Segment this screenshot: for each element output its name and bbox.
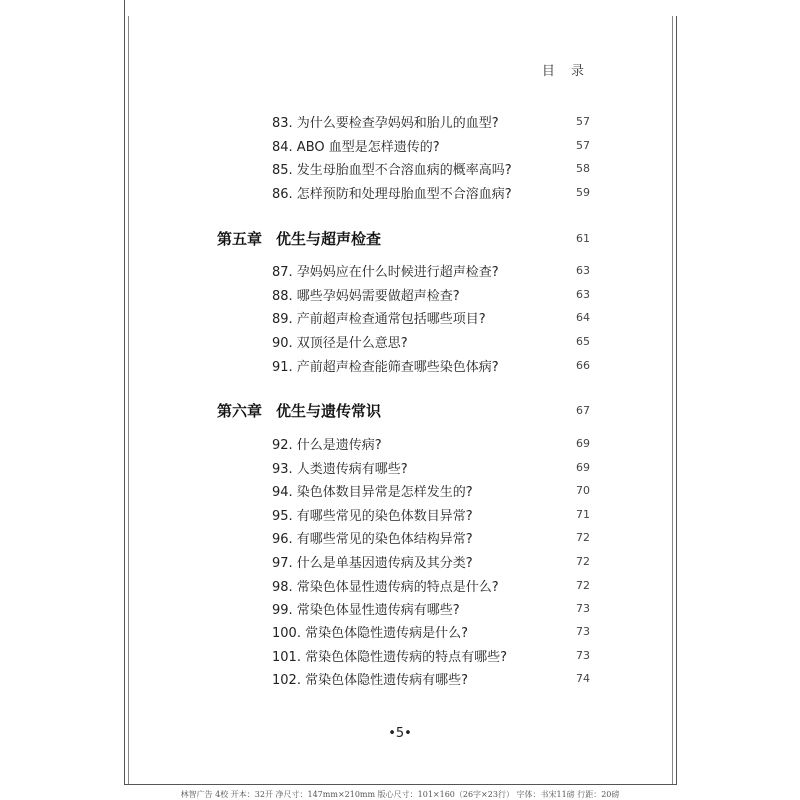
- entry-page: 69: [576, 436, 590, 450]
- entry-title: 92. 什么是遗传病?: [272, 437, 382, 453]
- entry-page: 72: [576, 578, 590, 592]
- toc-entry: [272, 645, 590, 665]
- chapter-page: 61: [576, 231, 590, 245]
- entry-title: 94. 染色体数目异常是怎样发生的?: [272, 484, 473, 500]
- print-specification-line: 林智广告 4校 开本：32开 净尺寸：147mm×210mm 版心尺寸：101×160（26字×23行） 字体：书宋11磅 行距：20磅: [180, 790, 620, 799]
- entry-page: 71: [576, 507, 590, 521]
- toc-entry: [272, 621, 590, 641]
- chapter-number: 第五章: [217, 229, 263, 248]
- trim-line-bottom: [124, 784, 677, 785]
- chapter-heading-6: [217, 399, 590, 421]
- toc-entry: [272, 355, 590, 375]
- entry-title: 89. 产前超声检查通常包括哪些项目?: [272, 311, 486, 327]
- toc-entry: [272, 480, 590, 500]
- entry-page: 69: [576, 460, 590, 474]
- toc-entry: [272, 260, 590, 280]
- entry-page: 57: [576, 138, 590, 152]
- toc-entry: [272, 182, 590, 202]
- entry-page: 70: [576, 483, 590, 497]
- toc-entry: [272, 158, 590, 178]
- entry-page: 73: [576, 648, 590, 662]
- entry-page: 57: [576, 114, 590, 128]
- entry-title: 84. ABO 血型是怎样遗传的?: [272, 139, 440, 155]
- toc-entry: [272, 111, 590, 131]
- chapter-number: 第六章: [217, 401, 263, 420]
- bleed-line-right: [672, 16, 673, 784]
- entry-page: 72: [576, 554, 590, 568]
- entry-title: 97. 什么是单基因遗传病及其分类?: [272, 555, 473, 571]
- toc-entry: [272, 135, 590, 155]
- chapter-heading-5: [217, 227, 590, 249]
- entry-page: 65: [576, 334, 590, 348]
- chapter-title: 优生与超声检查: [276, 229, 382, 248]
- entry-title: 95. 有哪些常见的染色体数目异常?: [272, 508, 473, 524]
- entry-page: 63: [576, 263, 590, 277]
- crop-mark-top: [124, 0, 125, 16]
- toc-entry: [272, 575, 590, 595]
- toc-entry: [272, 598, 590, 618]
- toc-entry: [272, 551, 590, 571]
- running-head: 目 录: [541, 64, 590, 79]
- toc-entry: [272, 504, 590, 524]
- entry-title: 83. 为什么要检查孕妈妈和胎儿的血型?: [272, 115, 499, 131]
- page-number: •5•: [388, 726, 412, 741]
- entry-page: 63: [576, 287, 590, 301]
- entry-page: 73: [576, 624, 590, 638]
- bleed-line-left: [128, 16, 129, 784]
- entry-title: 102. 常染色体隐性遗传病有哪些?: [272, 672, 468, 688]
- entry-page: 72: [576, 530, 590, 544]
- entry-title: 98. 常染色体显性遗传病的特点是什么?: [272, 579, 499, 595]
- toc-entry: [272, 331, 590, 351]
- entry-page: 64: [576, 310, 590, 324]
- toc-entry: [272, 668, 590, 688]
- entry-page: 59: [576, 185, 590, 199]
- chapter-title: 优生与遗传常识: [276, 401, 382, 420]
- toc-entry: [272, 527, 590, 547]
- entry-title: 90. 双顶径是什么意思?: [272, 335, 408, 351]
- toc-entry: [272, 284, 590, 304]
- toc-entry: [272, 457, 590, 477]
- entry-title: 85. 发生母胎血型不合溶血病的概率高吗?: [272, 162, 512, 178]
- entry-title: 93. 人类遗传病有哪些?: [272, 461, 408, 477]
- chapter-page: 67: [576, 403, 590, 417]
- entry-title: 88. 哪些孕妈妈需要做超声检查?: [272, 288, 460, 304]
- trim-line-right: [676, 16, 677, 784]
- entry-title: 96. 有哪些常见的染色体结构异常?: [272, 531, 473, 547]
- entry-title: 86. 怎样预防和处理母胎血型不合溶血病?: [272, 186, 512, 202]
- entry-title: 101. 常染色体隐性遗传病的特点有哪些?: [272, 649, 507, 665]
- entry-page: 73: [576, 601, 590, 615]
- toc-entry: [272, 433, 590, 453]
- entry-page: 58: [576, 161, 590, 175]
- entry-page: 66: [576, 358, 590, 372]
- trim-line-left: [124, 16, 125, 784]
- entry-title: 100. 常染色体隐性遗传病是什么?: [272, 625, 468, 641]
- entry-title: 87. 孕妈妈应在什么时候进行超声检查?: [272, 264, 499, 280]
- entry-title: 91. 产前超声检查能筛查哪些染色体病?: [272, 359, 499, 375]
- entry-page: 74: [576, 671, 590, 685]
- entry-title: 99. 常染色体显性遗传病有哪些?: [272, 602, 460, 618]
- toc-entry: [272, 307, 590, 327]
